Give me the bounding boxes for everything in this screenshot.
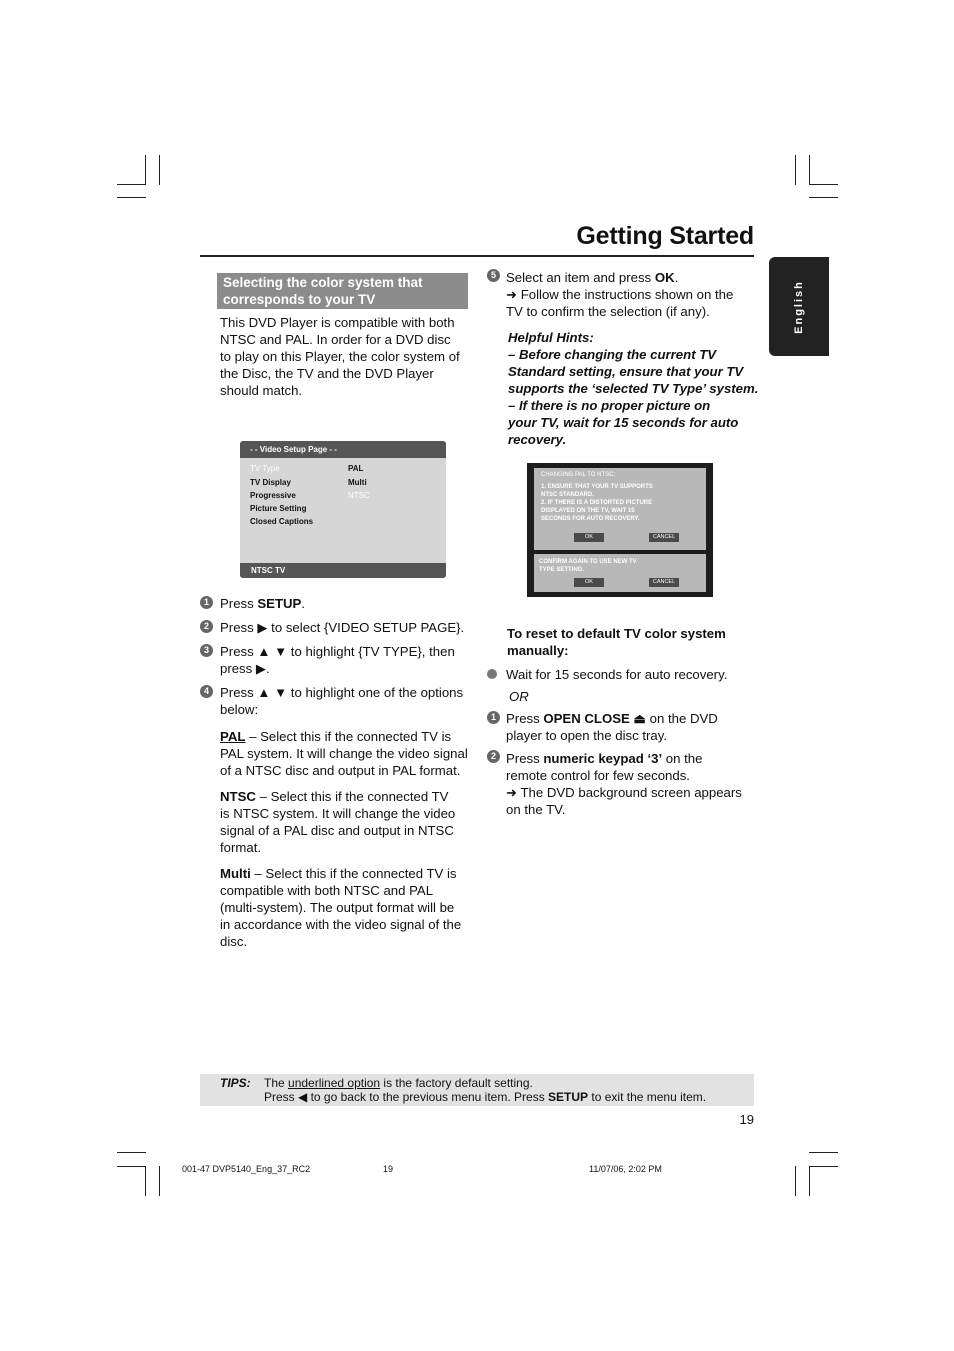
footer-page: 19 xyxy=(383,1164,394,1174)
menu-item: TV Display xyxy=(250,478,291,487)
dialog-text: 1. ENSURE THAT YOUR TV SUPPORTS xyxy=(541,484,653,490)
ntsc-dialog-screen xyxy=(527,463,713,597)
option-ntsc: NTSC – Select this if the connected TV xyxy=(220,789,449,804)
bullet-icon xyxy=(487,669,497,679)
reset-step-2-line: remote control for few seconds. xyxy=(506,768,690,783)
cancel-button[interactable]: CANCEL xyxy=(649,533,679,542)
crop-mark xyxy=(159,1166,160,1196)
dialog-text: CONFIRM AGAIN TO USE NEW TV xyxy=(539,559,637,565)
video-setup-footer: NTSC TV xyxy=(240,563,446,578)
option-pal-line: of a NTSC disc and output in PAL format. xyxy=(220,763,461,778)
dialog-text: NTSC STANDARD. xyxy=(541,492,594,498)
tips-label: TIPS: xyxy=(220,1076,251,1090)
tips-box xyxy=(200,1074,754,1106)
reset-bullet: Wait for 15 seconds for auto recovery. xyxy=(506,667,728,682)
cancel-button[interactable]: CANCEL xyxy=(649,578,679,587)
tips-line-2: Press ◀ to go back to the previous menu item. Press SETUP to exit the menu item. xyxy=(264,1090,707,1104)
crop-mark xyxy=(145,1166,146,1196)
step-4-line: below: xyxy=(220,702,259,717)
dialog-text: SECONDS FOR AUTO RECOVERY. xyxy=(541,516,640,522)
step-5: Select an item and press OK. xyxy=(506,270,679,285)
hint-line: recovery. xyxy=(508,432,567,447)
ok-button[interactable]: OK xyxy=(574,533,604,542)
option-multi-line: disc. xyxy=(220,934,248,949)
page-title: Getting Started xyxy=(576,222,754,250)
menu-item: Closed Captions xyxy=(250,517,314,526)
step-5-line: ➜ Follow the instructions shown on the xyxy=(506,287,734,302)
video-setup-header: - - Video Setup Page - - xyxy=(240,441,446,458)
dialog-text: 2. IF THERE IS A DISTORTED PICTURE xyxy=(541,500,653,506)
option-pal: PAL – Select this if the connected TV is xyxy=(220,729,452,744)
step-5-line: TV to confirm the selection (if any). xyxy=(506,304,710,319)
step-number: 3 xyxy=(200,644,213,657)
step-number: 1 xyxy=(487,711,500,724)
hint-line: – If there is no proper picture on xyxy=(508,398,711,413)
hints-title: Helpful Hints: xyxy=(508,330,594,345)
crop-mark xyxy=(145,155,146,185)
intro-text: This DVD Player is compatible with both NTSC and PAL. In order for a DVD disc to play on this Player, the color system of the Disc, the TV and the DVD Player should match. xyxy=(220,315,460,398)
dialog-text: DISPLAYED ON THE TV, WAIT 15 xyxy=(541,508,635,514)
menu-option: Multi xyxy=(348,478,367,487)
reset-step-1-line: player to open the disc tray. xyxy=(506,728,668,743)
crop-mark xyxy=(809,155,810,185)
step-number: 2 xyxy=(200,620,213,633)
option-multi-line: (multi-system). The output format will be xyxy=(220,900,455,915)
crop-mark xyxy=(795,1166,796,1196)
reset-step-1: Press OPEN CLOSE ⏏ on the DVD xyxy=(506,711,718,726)
menu-item: Progressive xyxy=(250,491,296,500)
hint-line: supports the ‘selected TV Type’ system. xyxy=(508,381,759,396)
reset-step-2-line: ➜ The DVD background screen appears xyxy=(506,785,742,800)
hint-line: your TV, wait for 15 seconds for auto xyxy=(508,415,739,430)
crop-mark xyxy=(809,1152,838,1153)
crop-mark xyxy=(809,184,838,185)
step-number: 1 xyxy=(200,596,213,609)
option-multi: Multi – Select this if the connected TV is xyxy=(220,866,457,881)
menu-option: PAL xyxy=(348,464,364,473)
footer-file: 001-47 DVP5140_Eng_37_RC2 xyxy=(182,1164,311,1174)
option-multi-line: in accordance with the video signal of the xyxy=(220,917,462,932)
crop-mark xyxy=(809,1166,810,1196)
dialog-text: TYPE SETTING. xyxy=(539,567,585,573)
language-label: English xyxy=(793,279,805,334)
option-ntsc-line: format. xyxy=(220,840,262,855)
crop-mark xyxy=(795,155,796,185)
crop-mark xyxy=(117,184,146,185)
option-ntsc-line: signal of a PAL disc and output in NTSC xyxy=(220,823,454,838)
option-ntsc-line: is NTSC system. It will change the video xyxy=(220,806,456,821)
step-number: 5 xyxy=(487,269,500,282)
reset-step-2: Press numeric keypad ‘3’ on the xyxy=(506,751,703,766)
hint-line: Standard setting, ensure that your TV xyxy=(508,364,744,379)
crop-mark xyxy=(117,1152,146,1153)
step-2: Press ▶ to select {VIDEO SETUP PAGE}. xyxy=(220,620,465,635)
tips-line-1: The underlined option is the factory default setting. xyxy=(264,1076,533,1090)
section-heading: Selecting the color system that corresponds to your TV xyxy=(217,273,468,309)
crop-mark xyxy=(117,197,146,198)
menu-option: NTSC xyxy=(348,491,370,500)
ok-button[interactable]: OK xyxy=(574,578,604,587)
option-multi-line: compatible with both NTSC and PAL xyxy=(220,883,434,898)
reset-heading: To reset to default TV color system xyxy=(507,626,726,641)
crop-mark xyxy=(809,1166,838,1167)
video-setup-screen xyxy=(240,441,446,578)
crop-mark xyxy=(117,1166,146,1167)
menu-item: Picture Setting xyxy=(250,504,307,513)
step-3-line: Press ▲ ▼ to highlight {TV TYPE}, then xyxy=(220,644,455,659)
language-tab xyxy=(769,257,829,356)
or-text: OR xyxy=(509,689,529,704)
hint-line: – Before changing the current TV xyxy=(508,347,717,362)
menu-item: TV Type xyxy=(250,464,280,473)
reset-heading: manually: xyxy=(507,643,569,658)
step-1: Press SETUP. xyxy=(220,596,306,611)
step-4-line: Press ▲ ▼ to highlight one of the options xyxy=(220,685,464,700)
option-pal-line: PAL system. It will change the video signal xyxy=(220,746,468,761)
title-rule xyxy=(200,255,754,257)
footer-date: 11/07/06, 2:02 PM xyxy=(589,1164,662,1174)
reset-step-2-line: on the TV. xyxy=(506,802,566,817)
step-number: 4 xyxy=(200,685,213,698)
page-number: 19 xyxy=(739,1112,754,1127)
step-number: 2 xyxy=(487,750,500,763)
crop-mark xyxy=(159,155,160,185)
step-3-line: press ▶. xyxy=(220,661,270,676)
dialog-text: CHANGING PAL TO NTSC: xyxy=(541,472,616,478)
crop-mark xyxy=(809,197,838,198)
